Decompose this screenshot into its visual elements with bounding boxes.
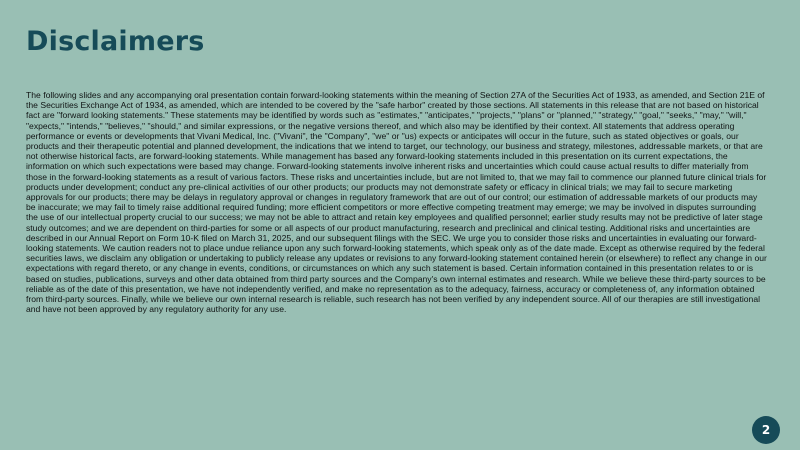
slide-title: Disclaimers xyxy=(26,26,205,57)
page-number-badge: 2 xyxy=(752,416,780,444)
disclaimer-body-text: The following slides and any accompanying oral presentation contain forward-looking statements within the meaning of Section 27A of the Securities Act of 1933, as amended, and Section 21E of the Securities Exchange Act of 1934, as amended, which are intended to be covered by the "safe harbor" created by those sections. All statements in this release that are not based on historical fact are "forward looking statements." These statements may be identified by words such as "estimates," "anticipates," "projects," "plans" or "planned," "strategy," "goal," "seeks," "may," "will," "expects," "intends," "believes," "should," and similar expressions, or the negative versions thereof, and which also may be identified by their context. All statements that address operating performance or events or developments that Vivani Medical, Inc. ("Vivani", the "Company", "we" or "us) expects or anticipates will occur in the future, such as stated objectives or goals, our products and their therapeutic potential and planned development, the indications that we intend to target, our technology, our business and strategy, milestones, addressable markets, or that are not otherwise historical facts, are forward-looking statements. While management has based any forward-looking statements included in this presentation on its current expectations, the information on which such expectations were based may change. Forward-looking statements involve inherent risks and uncertainties which could cause actual results to differ materially from those in the forward-looking statements as a result of various factors. These risks and uncertainties include, but are not limited to, that we may fail to commence our planned future clinical trials for products under development; conduct any pre-clinical activities of our other products; our products may not demonstrate safety or efficacy in clinical trials; we may fail to secure marketing approvals for our products; there may be delays in regulatory approval or changes in regulatory framework that are out of our control; our estimation of addressable markets of our products may be inaccurate; we may fail to timely raise additional required funding; more efficient competitors or more effective competing treatment may emerge; we may be involved in disputes surrounding the use of our intellectual property crucial to our success; we may not be able to attract and retain key employees and qualified personnel; earlier study results may not be predictive of later stage study outcomes; and we are dependent on third-parties for some or all aspects of our product manufacturing, research and preclinical and clinical testing. Additional risks and uncertainties are described in our Annual Report on Form 10-K filed on March 31, 2025, and our subsequent filings with the SEC. We urge you to consider those risks and uncertainties in evaluating our forward-looking statements. We caution readers not to place undue reliance upon any such forward-looking statements, which speak only as of the date made. Except as otherwise required by the federal securities laws, we disclaim any obligation or undertaking to publicly release any updates or revisions to any forward-looking statement contained herein (or elsewhere) to reflect any change in our expectations with regard thereto, or any change in events, conditions, or circumstances on which any such statement is based. Certain information contained in this presentation relates to or is based on studies, publications, surveys and other data obtained from third party sources and the Company's own internal estimates and research. While we believe these third-party sources to be reliable as of the date of this presentation, we have not independently verified, and make no representation as to the adequacy, fairness, accuracy or completeness of, any information obtained from third-party sources. Finally, while we believe our own internal research is reliable, such research has not been verified by any independent source. All of our therapies are still investigational and have not been approved by any regulatory authority for any use. xyxy=(26,90,767,315)
